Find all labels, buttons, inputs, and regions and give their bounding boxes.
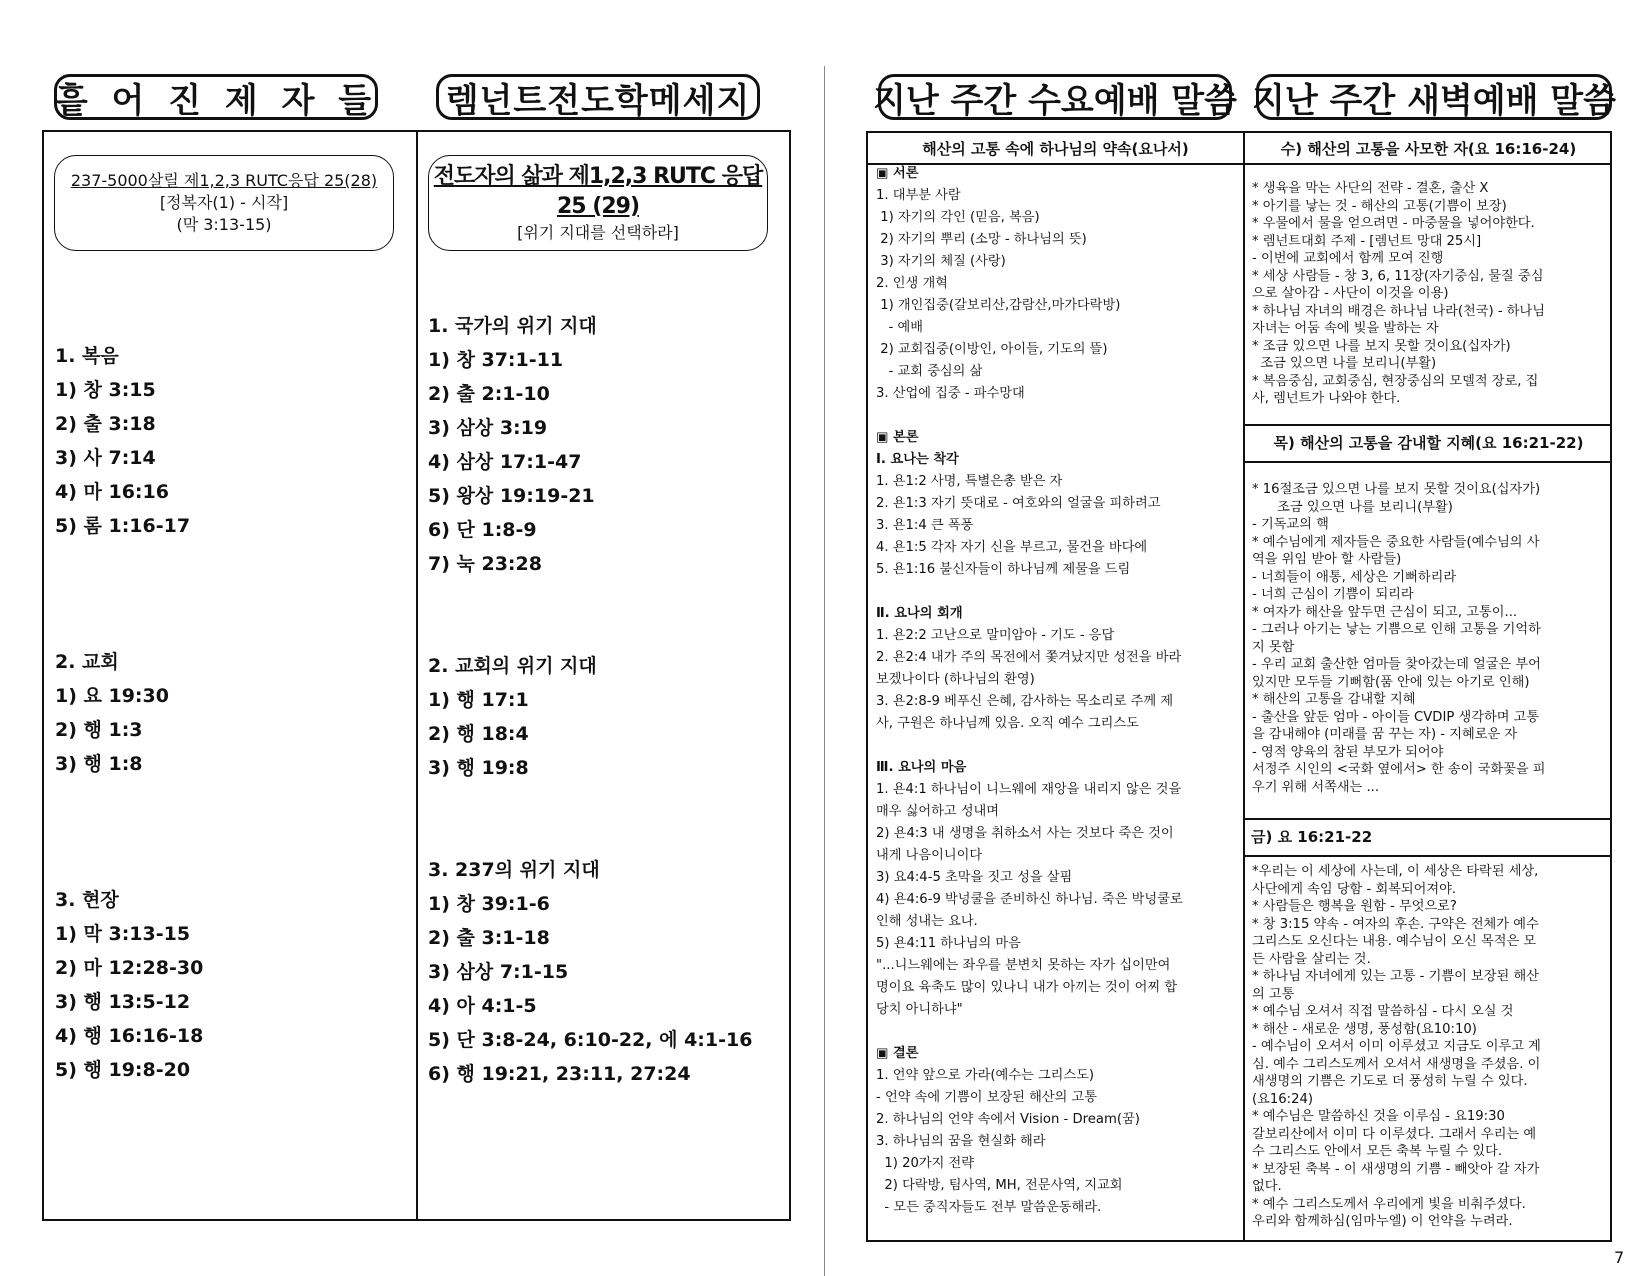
text-line: 으로 살아감 - 사단이 이것을 이용) xyxy=(1252,286,1449,301)
text-line: * 해산의 고통을 감내할 지혜 xyxy=(1252,692,1416,707)
outline-line: 1) 막 3:13-15 xyxy=(55,923,191,945)
text-line: 2) 다락방, 팀사역, MH, 전문사역, 지교회 xyxy=(876,1178,1123,1193)
text-line: 수 그리스도 안에서 모든 축복 누릴 수 있다. xyxy=(1252,1144,1503,1159)
col2-section-church xyxy=(428,649,597,785)
header-dawn-sermon: 지난 주간 새벽예배 말씀 xyxy=(1256,74,1612,120)
text-line: 그리스도 오신다는 내용. 예수님이 오신 목적은 모 xyxy=(1252,934,1537,949)
text-line: 사, 구원은 하나님께 있음. 오직 예수 그리스도 xyxy=(876,716,1139,731)
text-line: 새생명의 기쁨은 기도로 더 풍성히 누릴 수 있다. xyxy=(1252,1074,1528,1089)
outline-line: 5) 행 19:8-20 xyxy=(55,1059,191,1081)
text-line: 역을 위임 받아 할 사람들) xyxy=(1252,552,1402,567)
text-line: - 예배 xyxy=(876,320,924,335)
text-line: 3. 욘1:4 큰 폭풍 xyxy=(876,518,974,533)
outline-line: 3) 삼상 7:1-15 xyxy=(428,961,569,983)
text-line: 을 감내해야 (미래를 꿈 꾸는 자) - 지혜로운 자 xyxy=(1252,727,1518,742)
text-line: 2. 하나님의 언약 속에서 Vision - Dream(꿈) xyxy=(876,1112,1140,1127)
text-line: 3) 요4:4-5 초막을 짓고 성을 살핌 xyxy=(876,870,1073,885)
outline-line: 1. 국가의 위기 지대 xyxy=(428,315,597,337)
text-line: 3. 산업에 집중 - 파수망대 xyxy=(876,386,1025,401)
text-line: 3) 자기의 체질 (사랑) xyxy=(876,254,1006,269)
outline-line: 4) 행 16:16-18 xyxy=(55,1025,204,1047)
outline-line: 6) 행 19:21, 23:11, 27:24 xyxy=(428,1063,691,1085)
text-line: 5. 욘1:16 불신자들이 하나님께 제물을 드림 xyxy=(876,562,1131,577)
dawn-title-thu: 목) 해산의 고통을 감내할 지혜(요 16:21-22) xyxy=(1273,434,1584,452)
outline-line: 2) 출 2:1-10 xyxy=(428,383,550,405)
text-line: - 기독교의 핵 xyxy=(1252,517,1329,532)
outline-line: 2. 교회 xyxy=(55,651,119,673)
text-line: * 창 3:15 약속 - 여자의 후손. 구약은 전체가 예수 xyxy=(1252,916,1539,932)
outline-line: 1) 창 37:1-11 xyxy=(428,349,564,371)
page-divider xyxy=(824,66,825,1276)
text-line: * 하나님 자녀에게 있는 고통 - 기쁨이 보장된 해산 xyxy=(1252,969,1539,984)
text-line: 명이요 육축도 많이 있나니 내가 아끼는 것이 어찌 합 xyxy=(876,980,1178,995)
text-line: * 렘넌트대회 주제 - [렘넌트 망대 25시] xyxy=(1252,233,1482,249)
text-line: * 예수님은 말씀하신 것을 이루심 - 요19:30 xyxy=(1252,1109,1505,1124)
dawn-title-wed: 수) 해산의 고통을 사모한 자(요 16:16-24) xyxy=(1280,140,1577,158)
text-line: 4) 욘4:6-9 박넝쿨을 준비하신 하나님. 죽은 박넝쿨로 xyxy=(876,892,1183,907)
dawn-body-wed xyxy=(1252,180,1606,408)
text-line: * 세상 사람들 - 창 3, 6, 11장(자기중심, 물질 중심 xyxy=(1252,268,1544,284)
outline-line: 3. 237의 위기 지대 xyxy=(428,859,600,881)
text-line: 1) 개인집중(갈보리산,감람산,마가다락방) xyxy=(876,298,1121,313)
col1-title-box xyxy=(54,155,394,251)
wed-body xyxy=(876,163,1236,1219)
col1-title-line3: (막 3:13-15) xyxy=(176,215,272,234)
text-line: - 출산을 앞둔 엄마 - 아이들 CVDIP 생각하며 고통 xyxy=(1252,709,1540,725)
text-line: (요16:24) xyxy=(1252,1091,1314,1107)
text-line: Ⅱ. 요나의 회개 xyxy=(876,606,963,621)
text-line: 2) 교회집중(이방인, 아이들, 기도의 뜰) xyxy=(876,342,1108,357)
text-line: * 조금 있으면 나를 보지 못할 것이요(십자가) xyxy=(1252,338,1511,354)
text-line: * 여자가 해산을 앞두면 근심이 되고, 고통이... xyxy=(1252,604,1518,620)
dawn-title-fri: 금) 요 16:21-22 xyxy=(1251,828,1373,846)
text-line: 3. 욘2:8-9 베푸신 은혜, 감사하는 목소리로 주께 제 xyxy=(876,694,1174,709)
outline-line: 1) 행 17:1 xyxy=(428,689,529,711)
outline-line: 4) 아 4:1-5 xyxy=(428,995,537,1017)
text-line: 매우 싫어하고 성내며 xyxy=(876,804,1000,819)
text-line: 2. 욘1:3 자기 뜻대로 - 여호와의 얼굴을 피하려고 xyxy=(876,496,1161,511)
col2-title-line2: [위기 지대를 선택하라] xyxy=(517,223,679,242)
text-line: 1. 욘1:2 사명, 특별은총 받은 자 xyxy=(876,474,1063,489)
text-line: 당치 아니하냐" xyxy=(876,1002,963,1017)
dawn-title2-rule xyxy=(1243,461,1612,463)
text-line: * 예수 그리스도께서 우리에게 빛을 비춰주셨다. xyxy=(1252,1196,1526,1212)
text-line: *우리는 이 세상에 사는데, 이 세상은 타락된 세상, xyxy=(1252,864,1539,879)
col2-title-box xyxy=(428,155,768,251)
text-line: 사, 렘넌트가 나와야 한다. xyxy=(1252,391,1401,406)
dawn-body-thu xyxy=(1252,481,1606,796)
text-line: * 사람들은 행복을 원함 - 무엇으로? xyxy=(1252,899,1457,914)
text-line: * 해산 - 새로운 생명, 풍성함(요10:10) xyxy=(1252,1021,1477,1037)
outline-line: 1) 창 3:15 xyxy=(55,379,156,401)
text-line: 지 못함 xyxy=(1252,639,1295,655)
right-column-divider xyxy=(1243,131,1245,1242)
outline-line: 2) 행 1:3 xyxy=(55,719,143,741)
header-remnant-evangelism: 렘넌트전도학메세지 xyxy=(436,74,760,120)
text-line: "...니느웨에는 좌우를 분변치 못하는 자가 십이만여 xyxy=(876,958,1171,973)
wed-title: 해산의 고통 속에 하나님의 약속(요나서) xyxy=(922,140,1189,158)
outline-line: 2. 교회의 위기 지대 xyxy=(428,655,597,677)
text-line: * 아기를 낳는 것 - 해산의 고통(기쁨이 보장) xyxy=(1252,198,1507,214)
outline-line: 2) 출 3:1-18 xyxy=(428,927,550,949)
header-scattered-disciples: 흩 어 진 제 자 들 xyxy=(54,74,378,120)
outline-line: 3) 삼상 3:19 xyxy=(428,417,548,439)
text-line: * 예수님에게 제자들은 중요한 사람들(예수님의 사 xyxy=(1252,534,1540,550)
text-line: - 영적 양육의 참된 부모가 되어야 xyxy=(1252,744,1444,760)
outline-line: 3) 사 7:14 xyxy=(55,447,156,469)
text-line: 심. 예수 그리스도께서 오셔서 새생명을 주셨음. 이 xyxy=(1252,1056,1541,1072)
text-line: 1) 20가지 전략 xyxy=(876,1156,975,1171)
text-line: ▣ 본론 xyxy=(876,430,919,445)
col2-title-line1: 전도자의 삶과 제1,2,3 RUTC 응답 25 (29) xyxy=(433,164,763,219)
text-line: - 그러나 아기는 낳는 기쁨으로 인해 고통을 기억하 xyxy=(1252,622,1541,637)
dawn-body-fri xyxy=(1252,863,1606,1231)
page-number: 7 xyxy=(1614,1248,1625,1267)
text-line: - 너희들이 애통, 세상은 기뻐하리라 xyxy=(1252,569,1457,585)
col1-title-line2: [정복자(1) - 시작] xyxy=(159,193,289,212)
outline-line: 5) 단 3:8-24, 6:10-22, 에 4:1-16 xyxy=(428,1029,753,1051)
text-line xyxy=(876,1021,1236,1043)
text-line: 인해 성내는 요나. xyxy=(876,914,978,929)
text-line xyxy=(876,581,1236,603)
outline-line: 3) 행 19:8 xyxy=(428,757,529,779)
text-line: 서정주 시인의 <국화 옆에서> 한 송이 국화꽃을 피 xyxy=(1252,762,1546,777)
text-line: 1. 욘4:1 하나님이 니느웨에 재앙을 내리지 않은 것을 xyxy=(876,782,1182,797)
text-line: * 16절조금 있으면 나를 보지 못할 것이요(십자가) xyxy=(1252,482,1541,497)
dawn-title1-rule xyxy=(1243,163,1612,165)
text-line: 3. 하나님의 꿈을 현실화 해라 xyxy=(876,1134,1046,1149)
outline-line: 7) 눅 23:28 xyxy=(428,553,542,575)
text-line: 2) 욘4:3 내 생명을 취하소서 사는 것보다 죽은 것이 xyxy=(876,826,1174,841)
text-line: 1. 언약 앞으로 가라(예수는 그리스도) xyxy=(876,1068,1094,1083)
text-line: 조금 있으면 나를 보리니(부활) xyxy=(1252,356,1437,371)
text-line: 갈보리산에서 이미 다 이루셨다. 그래서 우리는 예 xyxy=(1252,1126,1537,1142)
outline-line: 4) 마 16:16 xyxy=(55,481,169,503)
col2-section-237 xyxy=(428,853,752,1091)
text-line: 없다. xyxy=(1252,1179,1282,1194)
col1-section-gospel xyxy=(55,339,190,543)
text-line: * 보장된 축복 - 이 새생명의 기쁨 - 빼앗아 갈 자가 xyxy=(1252,1161,1540,1177)
text-line xyxy=(876,735,1236,757)
text-line: 사단에게 속임 당함 - 회복되어져야. xyxy=(1252,881,1457,897)
text-line: - 너희 근심이 기쁨이 되리라 xyxy=(1252,587,1414,602)
outline-line: 3) 행 13:5-12 xyxy=(55,991,191,1013)
text-line: - 이번에 교회에서 함께 모여 진행 xyxy=(1252,251,1444,266)
outline-line: 5) 롬 1:16-17 xyxy=(55,515,191,537)
text-line: 의 고통 xyxy=(1252,986,1295,1002)
col1-title-line1: 237-5000살릴 제1,2,3 RUTC응답 25(28) xyxy=(70,171,378,190)
outline-line: 2) 마 12:28-30 xyxy=(55,957,204,979)
outline-line: 5) 왕상 19:19-21 xyxy=(428,485,595,507)
outline-line: 4) 삼상 17:1-47 xyxy=(428,451,582,473)
text-line: - 교회 중심의 삶 xyxy=(876,364,983,379)
text-line: 2. 욘2:4 내가 주의 목전에서 쫓겨났지만 성전을 바라 xyxy=(876,650,1182,665)
dawn-section3-top-rule xyxy=(1243,818,1612,820)
text-line: - 언약 속에 기쁨이 보장된 해산의 고통 xyxy=(876,1090,1097,1105)
text-line: 우기 위해 서쪽새는 ... xyxy=(1252,779,1380,795)
text-line: * 예수님 오셔서 직접 말씀하심 - 다시 오실 것 xyxy=(1252,1004,1514,1019)
text-line: Ⅲ. 요나의 마음 xyxy=(876,760,967,775)
text-line: * 하나님 자녀의 배경은 하나님 나라(천국) - 하나님 xyxy=(1252,303,1546,319)
outline-line: 3. 현장 xyxy=(55,889,119,911)
col1-section-field xyxy=(55,883,203,1087)
text-line: 내게 나음이니이다 xyxy=(876,848,983,863)
text-line: 1. 욘2:2 고난으로 말미암아 - 기도 - 응답 xyxy=(876,628,1115,643)
text-line: - 우리 교회 출산한 엄마들 찾아갔는데 얼굴은 부어 xyxy=(1252,657,1541,672)
outline-line: 2) 행 18:4 xyxy=(428,723,529,745)
text-line xyxy=(876,405,1236,427)
text-line: 4. 욘1:5 각자 자기 신을 부르고, 물건을 바다에 xyxy=(876,540,1148,555)
dawn-section2-top-rule xyxy=(1243,424,1612,426)
text-line: 보겠나이다 (하나님의 환영) xyxy=(876,672,1035,687)
text-line: 1. 대부분 사람 xyxy=(876,188,961,203)
text-line: ▣ 결론 xyxy=(876,1046,919,1061)
text-line: 5) 욘4:11 하나님의 마음 xyxy=(876,936,1021,951)
text-line: * 복음중심, 교회중심, 현장중심의 모델적 장로, 집 xyxy=(1252,373,1539,389)
outline-line: 1. 복음 xyxy=(55,345,119,367)
outline-line: 6) 단 1:8-9 xyxy=(428,519,537,541)
outline-line: 3) 행 1:8 xyxy=(55,753,143,775)
text-line: 2) 자기의 뿌리 (소망 - 하나님의 뜻) xyxy=(876,232,1087,247)
text-line: - 예수님이 오셔서 이미 이루셨고 지금도 이루고 계 xyxy=(1252,1039,1541,1054)
col2-section-national xyxy=(428,309,597,581)
text-line: - 모든 중직자들도 전부 말씀운동해라. xyxy=(876,1200,1102,1215)
outline-line: 2) 출 3:18 xyxy=(55,413,156,435)
text-line: 조금 있으면 나를 보리니(부활) xyxy=(1252,499,1453,515)
header-wednesday-sermon: 지난 주간 수요예배 말씀 xyxy=(878,74,1232,120)
dawn-title3-rule xyxy=(1243,855,1612,857)
text-line: 1) 자기의 각인 (믿음, 복음) xyxy=(876,210,1040,225)
text-line: 든 사람을 살리는 것. xyxy=(1252,951,1371,967)
outline-line: 1) 요 19:30 xyxy=(55,685,169,707)
left-column-divider xyxy=(416,130,418,1221)
text-line: ▣ 서론 xyxy=(876,166,919,181)
text-line: * 생육을 막는 사단의 전략 - 결혼, 출산 X xyxy=(1252,181,1489,196)
text-line: 우리와 함께하심(임마누엘) 이 언약을 누려라. xyxy=(1252,1214,1513,1229)
text-line: 있지만 모두들 기뻐함(품 안에 있는 아기로 인해) xyxy=(1252,674,1530,690)
col1-section-church xyxy=(55,645,169,781)
text-line: * 우물에서 물을 얻으려면 - 마중물을 넣어야한다. xyxy=(1252,216,1535,231)
outline-line: 1) 창 39:1-6 xyxy=(428,893,550,915)
text-line: 자녀는 어둠 속에 빛을 발하는 자 xyxy=(1252,321,1439,336)
text-line: Ⅰ. 요나는 착각 xyxy=(876,452,959,467)
text-line: 2. 인생 개혁 xyxy=(876,276,948,291)
